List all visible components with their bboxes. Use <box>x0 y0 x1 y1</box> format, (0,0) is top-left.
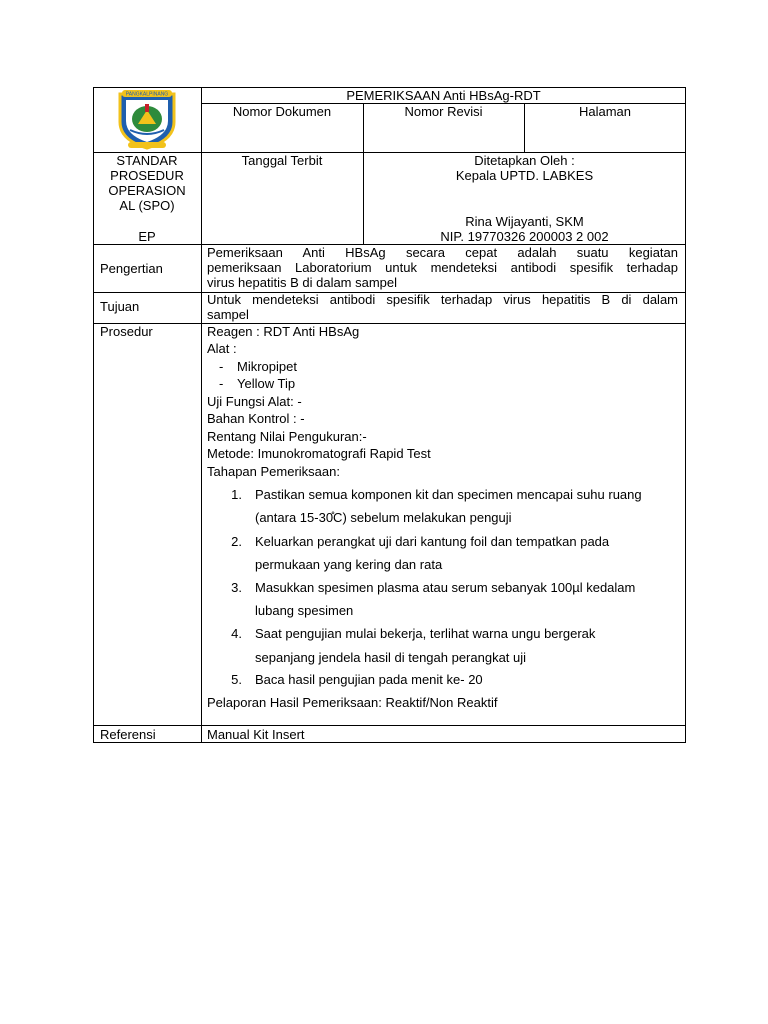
nomor-revisi-label: Nomor Revisi <box>404 104 483 119</box>
referensi-value: Manual Kit Insert <box>207 727 305 742</box>
signatory-nip: NIP. 19770326 200003 2 002 <box>440 229 609 244</box>
tujuan-line: Untuk mendeteksi antibodi spesifik terhadap virus hepatitis B di dalam <box>207 292 678 307</box>
spo-line: OPERASION <box>108 183 186 198</box>
step-text: permukaan yang kering dan rata <box>255 557 443 572</box>
step-number: 3. <box>231 580 242 595</box>
pengertian-label: Pengertian <box>100 261 163 276</box>
spo-line: PROSEDUR <box>110 168 184 183</box>
step-text: Pastikan semua komponen kit dan specimen mencapai suhu ruang <box>255 487 642 502</box>
step-number: 5. <box>231 672 242 687</box>
pengertian-line: Pemeriksaan Anti HBsAg secara cepat adalah suatu kegiatan <box>207 245 678 260</box>
step-number: 4. <box>231 626 242 641</box>
alat-item: Yellow Tip <box>237 376 296 391</box>
pengertian-line: pemeriksaan Laboratorium untuk mendeteksi antibodi spesifik terhadap <box>207 260 678 275</box>
step-text: Keluarkan perangkat uji dari kantung foil dan tempatkan pada <box>255 534 610 549</box>
nomor-dokumen-label: Nomor Dokumen <box>232 104 332 119</box>
tujuan-label: Tujuan <box>100 299 140 314</box>
step-number: 2. <box>231 534 242 549</box>
tanggal-terbit-label: Tanggal Terbit <box>241 153 323 168</box>
step-text: Masukkan spesimen plasma atau serum sebanyak 100µl kedalam <box>255 580 636 595</box>
column-divider <box>201 87 202 743</box>
spo-line: STANDAR <box>116 153 178 168</box>
row-line-prosedur <box>93 725 686 726</box>
bullet-dash: - <box>219 359 224 374</box>
prosedur-label: Prosedur <box>100 324 153 339</box>
metode-text: Metode: Imunokromatografi Rapid Test <box>207 446 431 461</box>
row-line-tujuan <box>93 323 686 324</box>
signatory-name: Rina Wijayanti, SKM <box>465 214 584 229</box>
svg-text:PANGKALPINANG: PANGKALPINANG <box>125 91 169 98</box>
kepala-label: Kepala UPTD. LABKES <box>455 168 594 183</box>
city-emblem-logo <box>112 88 182 150</box>
step-text: (antara 15-30̊C) sebelum melakukan penguji <box>255 510 512 525</box>
alat-item: Mikropipet <box>237 359 297 374</box>
table-border-right <box>685 87 686 743</box>
spo-line: AL (SPO) <box>119 198 175 213</box>
pelaporan-text: Pelaporan Hasil Pemeriksaan: Reaktif/Non Reaktif <box>207 695 498 710</box>
step-text: sepanjang jendela hasil di tengah perangkat uji <box>255 650 527 665</box>
rentang-text: Rentang Nilai Pengukuran:- <box>207 429 367 444</box>
tujuan-line: sampel <box>207 307 249 322</box>
document-title: PEMERIKSAAN Anti HBsAg-RDT <box>346 88 541 103</box>
reagen-text: Reagen : RDT Anti HBsAg <box>207 324 360 339</box>
tahapan-label: Tahapan Pemeriksaan: <box>207 464 340 479</box>
alat-label: Alat : <box>207 341 237 356</box>
referensi-label: Referensi <box>100 727 156 742</box>
uji-fungsi-text: Uji Fungsi Alat: - <box>207 394 302 409</box>
bullet-dash: - <box>219 376 224 391</box>
pengertian-line: virus hepatitis B di dalam sampel <box>207 275 398 290</box>
step-number: 1. <box>231 487 242 502</box>
step-text: Baca hasil pengujian pada menit ke- 20 <box>255 672 483 687</box>
table-border-bottom <box>93 742 686 743</box>
step-text: lubang spesimen <box>255 603 354 618</box>
spo-code: EP <box>138 229 156 244</box>
halaman-label: Halaman <box>578 104 632 119</box>
bahan-kontrol-text: Bahan Kontrol : - <box>207 411 305 426</box>
ditetapkan-oleh-label: Ditetapkan Oleh : <box>474 153 575 168</box>
step-text: Saat pengujian mulai bekerja, terlihat warna ungu bergerak <box>255 626 596 641</box>
